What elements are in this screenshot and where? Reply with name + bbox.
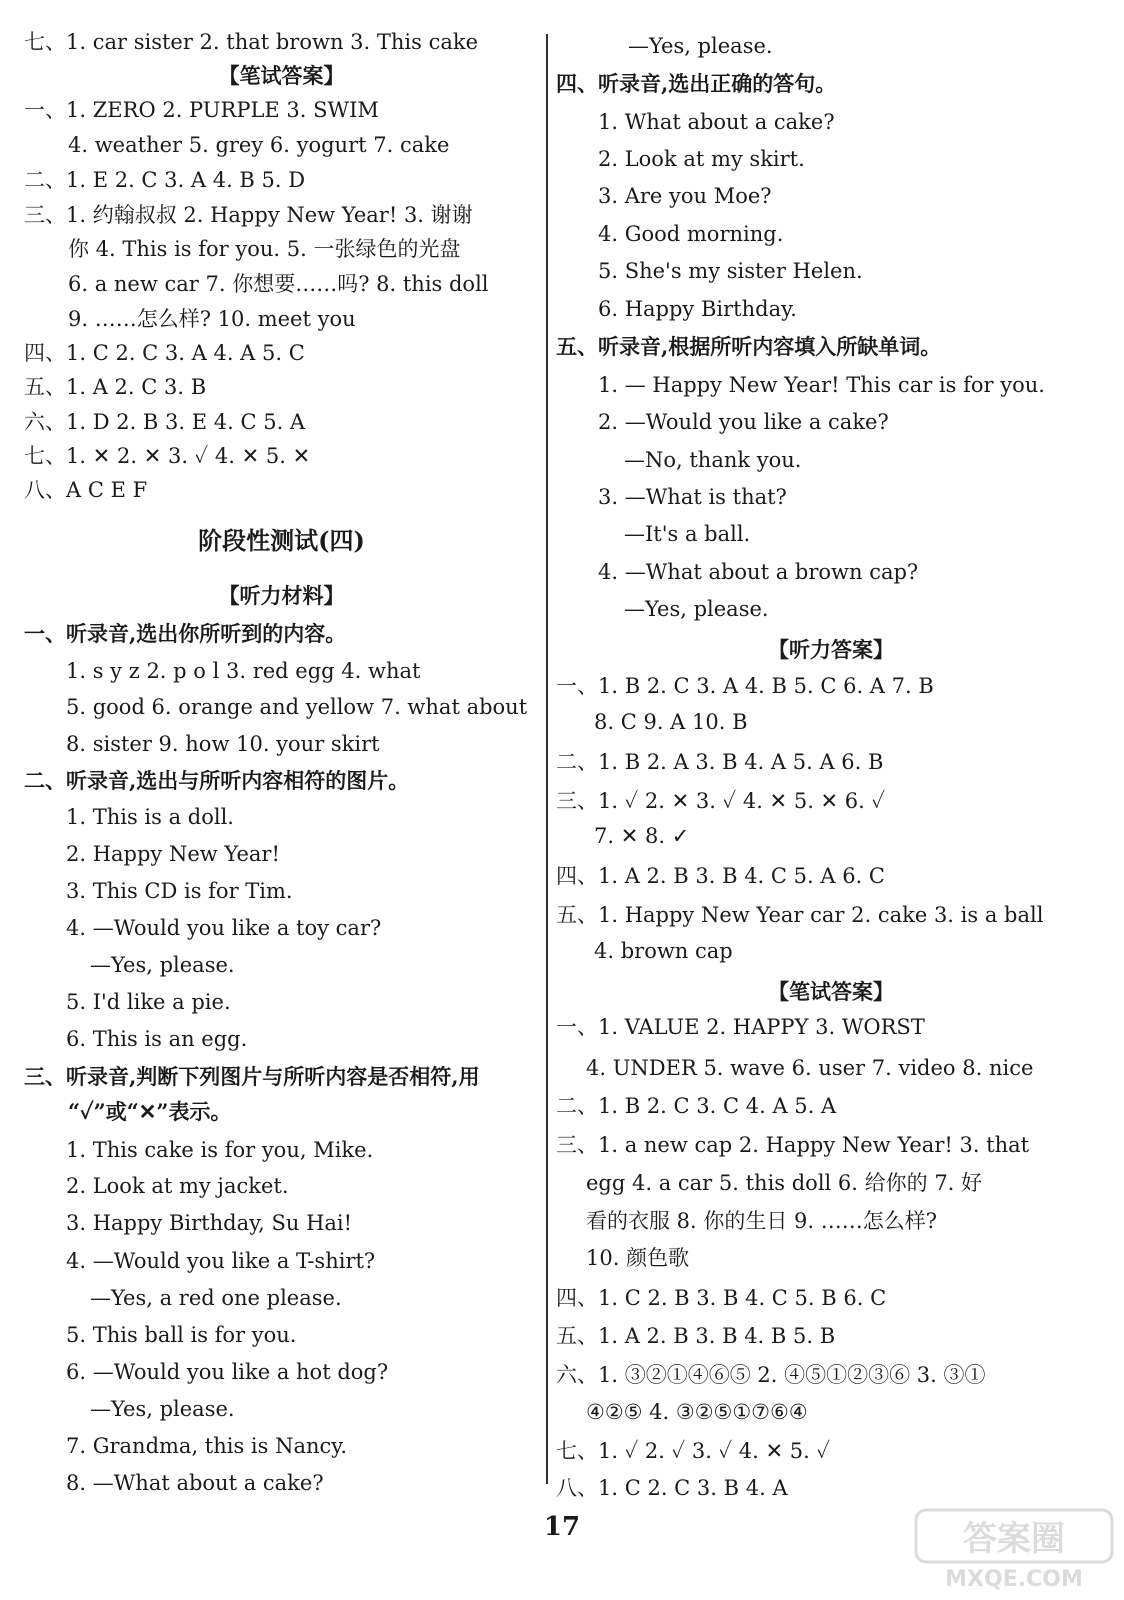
text-line: —Yes, please. (90, 953, 235, 977)
section-heading: 【笔试答案】 (768, 979, 894, 1004)
text-line: 1. — Happy New Year! This car is for you. (598, 373, 1045, 397)
text-line: 看的衣服 8. 你的生日 9. ……怎么样? (586, 1209, 938, 1233)
text-line: 七、1. ✓ 2. ✓ 3. ✓ 4. ✕ 5. ✓ (556, 1439, 831, 1463)
text-line: 6. a new car 7. 你想要……吗? 8. this doll (68, 272, 489, 296)
text-line: 四、1. A 2. B 3. B 4. C 5. A 6. C (556, 864, 885, 888)
text-line: 一、1. ZERO 2. PURPLE 3. SWIM (24, 98, 379, 122)
text-line: 6. —Would you like a hot dog? (66, 1360, 389, 1384)
text-line: 3. Are you Moe? (598, 184, 772, 208)
text-line: 9. ……怎么样? 10. meet you (68, 307, 356, 331)
text-line: 五、1. A 2. C 3. B (24, 375, 207, 399)
text-line: —Yes, please. (90, 1397, 235, 1421)
text-line: 二、1. B 2. A 3. B 4. A 5. A 6. B (556, 750, 884, 774)
text-line: —It's a ball. (624, 522, 751, 546)
text-line: 一、1. B 2. C 3. A 4. B 5. C 6. A 7. B (556, 674, 934, 698)
text-line: 2. Happy New Year! (66, 842, 280, 866)
text-line: 7. Grandma, this is Nancy. (66, 1434, 348, 1458)
text-line: 1. What about a cake? (598, 110, 835, 134)
text-line: 1. This is a doll. (66, 805, 234, 829)
text-line: 四、1. C 2. C 3. A 4. A 5. C (24, 341, 305, 365)
text-line: 六、1. ③②①④⑥⑤ 2. ④⑤①②③⑥ 3. ③① (556, 1363, 986, 1387)
text-line: —Yes, please. (628, 34, 773, 58)
text-line: 5. I'd like a pie. (66, 990, 231, 1014)
text-line: 2. Look at my skirt. (598, 147, 805, 171)
text-line: —No, thank you. (624, 448, 802, 472)
text-line: 4. UNDER 5. wave 6. user 7. video 8. nice (586, 1056, 1034, 1080)
text-line: 二、1. E 2. C 3. A 4. B 5. D (24, 168, 306, 192)
text-line: ④②⑤ 4. ③②⑤①⑦⑥④ (586, 1400, 808, 1424)
text-line: 七、1. car sister 2. that brown 3. This cake (24, 30, 479, 54)
text-line: 7. ✕ 8. ✓ (594, 824, 690, 848)
text-line: 4. brown cap (594, 939, 733, 963)
text-line: 4. weather 5. grey 6. yogurt 7. cake (68, 133, 450, 157)
text-line: 五、1. Happy New Year car 2. cake 3. is a ball (556, 903, 1044, 927)
watermark-text-2: MXQE.COM (945, 1567, 1083, 1592)
text-line: 1. s y z 2. p o l 3. red egg 4. what (66, 659, 421, 683)
text-line: 1. This cake is for you, Mike. (66, 1138, 374, 1162)
text-line: 三、1. a new cap 2. Happy New Year! 3. that (556, 1133, 1030, 1157)
text-line: 5. good 6. orange and yellow 7. what about (66, 695, 528, 719)
text-line: 3. —What is that? (598, 485, 787, 509)
text-line: 你 4. This is for you. 5. 一张绿色的光盘 (68, 237, 461, 261)
watermark-icon (914, 1506, 1114, 1592)
page-number: 17 (543, 1512, 581, 1542)
text-line: 三、听录音,判断下列图片与所听内容是否相符,用 (24, 1064, 480, 1089)
text-line: 五、听录音,根据所听内容填入所缺单词。 (556, 334, 942, 359)
text-line: 四、听录音,选出正确的答句。 (556, 71, 837, 96)
text-line: 4. Good morning. (598, 222, 784, 246)
text-line: 2. Look at my jacket. (66, 1174, 289, 1198)
text-line: 8. —What about a cake? (66, 1471, 324, 1495)
text-line: 二、1. B 2. C 3. C 4. A 5. A (556, 1094, 837, 1118)
section-heading: 阶段性测试(四) (198, 526, 365, 555)
text-line: 五、1. A 2. B 3. B 4. B 5. B (556, 1324, 836, 1348)
text-line: 6. Happy Birthday. (598, 297, 797, 321)
text-line: —Yes, a red one please. (90, 1286, 342, 1310)
text-line: 六、1. D 2. B 3. E 4. C 5. A (24, 410, 306, 434)
text-line: 二、听录音,选出与所听内容相符的图片。 (24, 768, 410, 793)
section-heading: 【听力答案】 (768, 637, 894, 662)
text-line: 八、1. C 2. C 3. B 4. A (556, 1476, 788, 1500)
text-line: 3. Happy Birthday, Su Hai! (66, 1211, 353, 1235)
text-line: “✓”或“✕”表示。 (68, 1099, 232, 1124)
section-heading: 【笔试答案】 (218, 63, 345, 88)
text-line: 10. 颜色歌 (586, 1246, 690, 1270)
text-line: 3. This CD is for Tim. (66, 879, 293, 903)
text-line: egg 4. a car 5. this doll 6. 给你的 7. 好 (586, 1171, 983, 1195)
text-line: 四、1. C 2. B 3. B 4. C 5. B 6. C (556, 1286, 887, 1310)
text-line: 4. —Would you like a toy car? (66, 916, 382, 940)
text-line: 一、1. VALUE 2. HAPPY 3. WORST (556, 1015, 925, 1039)
text-line: 8. sister 9. how 10. your skirt (66, 732, 380, 756)
text-line: 6. This is an egg. (66, 1027, 248, 1051)
text-line: —Yes, please. (624, 597, 769, 621)
text-line: 一、听录音,选出你所听到的内容。 (24, 621, 347, 646)
text-line: 4. —Would you like a T-shirt? (66, 1249, 376, 1273)
section-heading: 【听力材料】 (218, 583, 345, 608)
text-line: 七、1. ✕ 2. ✕ 3. ✓ 4. ✕ 5. ✕ (24, 444, 311, 468)
text-line: 2. —Would you like a cake? (598, 410, 889, 434)
text-line: 5. This ball is for you. (66, 1323, 297, 1347)
watermark-text-1: 答案圈 (963, 1519, 1065, 1559)
text-line: 三、1. ✓ 2. ✕ 3. ✓ 4. ✕ 5. ✕ 6. ✓ (556, 789, 886, 813)
text-line: 5. She's my sister Helen. (598, 259, 863, 283)
text-line: 8. C 9. A 10. B (594, 710, 748, 734)
text-line: 三、1. 约翰叔叔 2. Happy New Year! 3. 谢谢 (24, 203, 473, 227)
watermark-logo (914, 1506, 1114, 1592)
text-line: 4. —What about a brown cap? (598, 560, 919, 584)
text-line: 八、A C E F (24, 478, 148, 502)
column-divider (546, 34, 548, 1484)
